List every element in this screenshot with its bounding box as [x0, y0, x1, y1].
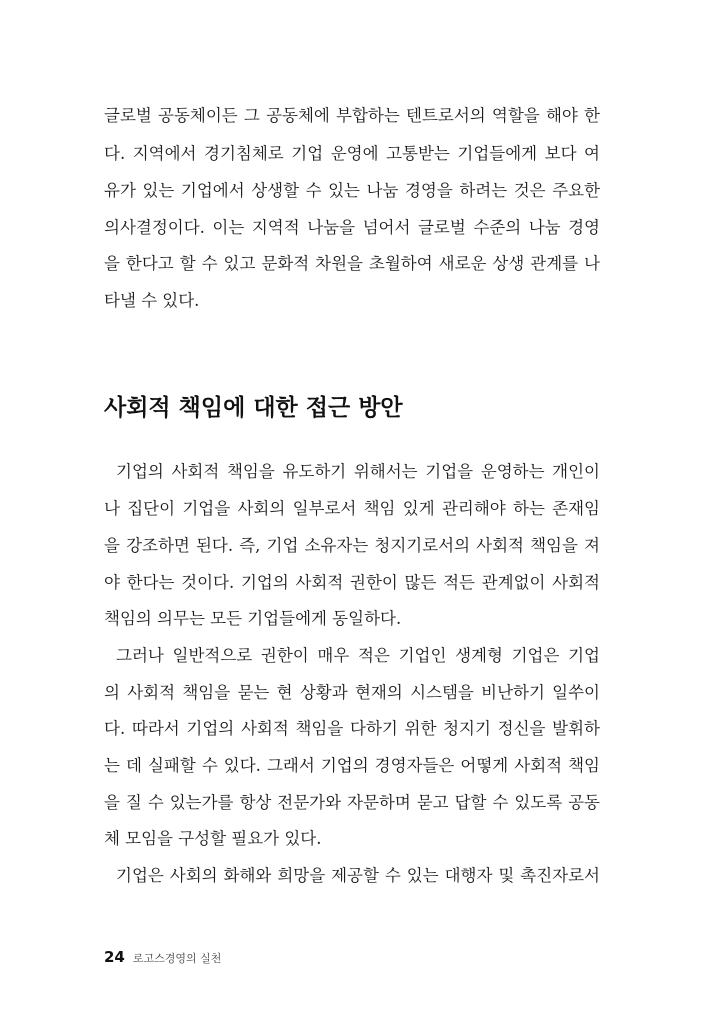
body-line-3: 을 강조하면 된다. 즉, 기업 소유자는 청지기로서의 사회적 책임을 져 [104, 536, 600, 555]
section-heading: 사회적 책임에 대한 접근 방안 [104, 395, 403, 421]
page-number: 24 [104, 948, 125, 966]
intro-line-3: 유가 있는 기업에서 상생할 수 있는 나눔 경영을 하려는 것은 주요한 [104, 181, 600, 200]
running-title: 로고스경영의 실천 [132, 952, 222, 965]
intro-line-4: 의사결정이다. 이는 지역적 나눔을 넘어서 글로벌 수준의 나눔 경영 [104, 218, 600, 237]
body-line-10: 을 질 수 있는가를 항상 전문가와 자문하며 묻고 답할 수 있도록 공동 [104, 793, 600, 812]
body-line-11: 체 모임을 구성할 필요가 있다. [104, 829, 322, 848]
page-footer [104, 948, 221, 968]
body-line-5: 책임의 의무는 모든 기업들에게 동일하다. [104, 609, 402, 628]
body-line-8: 다. 따라서 기업의 사회적 책임을 다하기 위한 청지기 정신을 발휘하 [104, 719, 600, 738]
body-line-2: 나 집단이 기업을 사회의 일부로서 책임 있게 관리해야 하는 존재임 [104, 499, 600, 518]
intro-line-5: 을 한다고 할 수 있고 문화적 차원을 초월하여 새로운 상생 관계를 나 [104, 254, 600, 273]
body-line-6: 그러나 일반적으로 권한이 매우 적은 기업인 생계형 기업은 기업 [116, 646, 600, 665]
body-line-4: 야 한다는 것이다. 기업의 사회적 권한이 많든 적든 관계없이 사회적 [104, 573, 600, 592]
body-line-9: 는 데 실패할 수 있다. 그래서 기업의 경영자들은 어떻게 사회적 책임 [104, 756, 600, 775]
intro-line-2: 다. 지역에서 경기침체로 기업 운영에 고통받는 기업들에게 보다 여 [104, 144, 600, 163]
intro-line-6: 타낼 수 있다. [104, 291, 200, 310]
intro-line-1: 글로벌 공동체이든 그 공동체에 부합하는 텐트로서의 역할을 해야 한 [104, 106, 600, 125]
body-line-7: 의 사회적 책임을 묻는 현 상황과 현재의 시스템을 비난하기 일쑤이 [104, 683, 600, 702]
body-line-12: 기업은 사회의 화해와 희망을 제공할 수 있는 대행자 및 촉진자로서 [116, 866, 600, 885]
body-line-1: 기업의 사회적 책임을 유도하기 위해서는 기업을 운영하는 개인이 [116, 462, 600, 481]
